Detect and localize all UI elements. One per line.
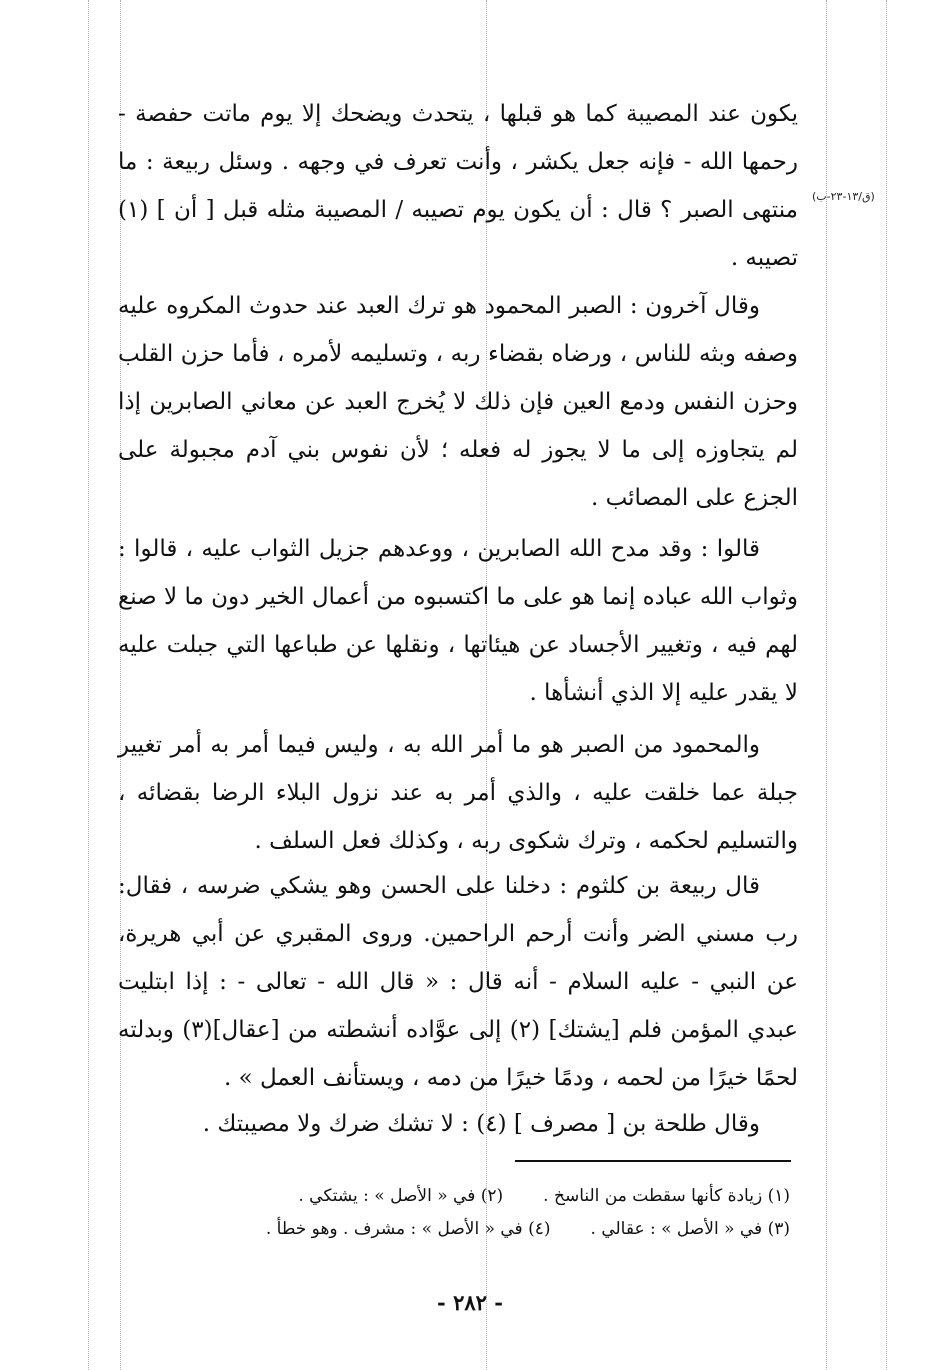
paragraph: [118, 525, 798, 717]
footnote-separator: [515, 1160, 791, 1162]
scan-guide-line: [886, 0, 887, 1370]
paragraph-text: وقال آخرون : الصبر المحمود هو ترك العبد عند حدوث المكروه عليه وصفه وبثه للناس ، ورضاه بقضاء ربه ، وتسليمه لأمره ، فأما حزن القلب وحزن النفس ودمع العين فإن ذلك لا يُخرج العبد عن معاني الصابرين إذا لم يتجاوزه إلى ما لا يجوز له فعله ؛ لأن نفوس بني آدم مجبولة على الجزع على المصائب .: [118, 293, 798, 511]
paragraph: [118, 282, 798, 522]
paragraph-text: يكون عند المصيبة كما هو قبلها ، يتحدث ويضحك إلا يوم ماتت حفصة - رحمها الله - فإنه جعل يكشر ، وأنت تعرف في وجهه . وسئل ربيعة : ما منتهى الصبر ؟ قال : أن يكون يوم تصيبه / المصيبة مثله قبل [ أن ] (١) تصيبه .: [118, 101, 798, 271]
scan-guide-line: [826, 0, 827, 1370]
paragraph-text: قال ربيعة بن كلثوم : دخلنا على الحسن وهو يشكي ضرسه ، فقال: رب مسني الضر وأنت أرحم الراحمين. وروى المقبري عن أبي هريرة، عن النبي - عليه السلام - أنه قال : « قال الله - تعالى - : إذا ابتليت عبدي المؤمن فلم [يشتك] (٢) إلى عوَّاده أنشطته من [عقال](٣) وبدلته لحمًا خيرًا من لحمه ، ودمًا خيرًا من دمه ، ويستأنف العمل » .: [118, 873, 798, 1091]
footnote: (٣) في « الأصل » : عقالي .: [590, 1219, 790, 1239]
scan-guide-line: [88, 0, 89, 1370]
paragraph: [118, 862, 798, 1102]
manuscript-margin-note: (ق/١٣-٢٣-ب): [812, 190, 875, 203]
paragraph-text: وقال طلحة بن [ مصرف ] (٤) : لا تشك ضرك ولا مصيبتك .: [202, 1111, 760, 1137]
footnotes: [140, 1180, 790, 1246]
paragraph-text: قالوا : وقد مدح الله الصابرين ، ووعدهم جزيل الثواب عليه ، قالوا : وثواب الله عباده إنما هو على ما اكتسبوه من أعمال الخير دون ما لا صنع لهم فيه ، وتغيير الأجساد عن هيئاتها ، ونقلها عن طباعها التي جبلت عليه لا يقدر عليه إلا الذي أنشأها .: [118, 536, 798, 706]
footnote: (٤) في « الأصل » : مشرف . وهو خطأ .: [265, 1219, 551, 1239]
paragraph: [118, 90, 798, 282]
footnote-row: [140, 1213, 790, 1246]
paragraph: [118, 721, 798, 865]
footnote-row: [140, 1180, 790, 1213]
page-number: - ٢٨٢ -: [437, 1290, 503, 1315]
footnote: (١) زيادة كأنها سقطت من الناسخ .: [543, 1186, 790, 1206]
paragraph: [118, 1100, 798, 1148]
footnote: (٢) في « الأصل » : يشتكي .: [298, 1186, 504, 1206]
paragraph-text: والمحمود من الصبر هو ما أمر الله به ، وليس فيما أمر به أمر تغيير جبلة عما خلقت عليه ، والذي أمر به عند نزول البلاء الرضا بقضائه ، والتسليم لحكمه ، وترك شكوى ربه ، وكذلك فعل السلف .: [118, 732, 798, 854]
